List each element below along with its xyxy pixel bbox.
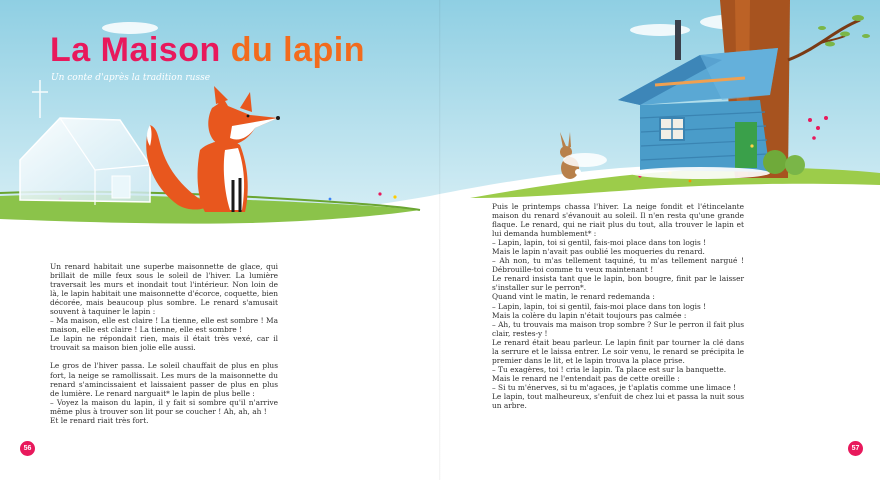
right-text-column xyxy=(492,202,744,410)
paragraph: Puis le printemps chassa l'hiver. La neige fondit et l'étincelante maison du renard s'évanouit au soleil. Il n'en resta qu'une grande flaque. Le renard, qui ne riait plus du tout, alla trouver le lapin et lui demanda humblement* : – Lapin, lapin, toi si gentil, fais-moi place dans ton logis ! Mais le lapin n'avait pas oublié les moqueries du renard. – Ah non, tu m'as tellement taquiné, tu m'as tellement nargué ! Débrouille-toi comme tu veux maintenant ! Le renard insista tant que le lapin, bon bougre, finit par le laisser s'installer sur le perron*. Quand vint le matin, le renard redemanda : – Lapin, lapin, toi si gentil, fais-moi place dans ton logis ! Mais la colère du lapin n'était toujours pas calmée : – Ah, tu trouvais ma maison trop sombre ? Sur le perron il fait plus clair, restes-y ! Le renard était beau parleur. Le lapin finit par tourner la clé dans la serrure et le laissa entrer. Le soir venu, le renard se précipita le premier dans le lit, et le lapin trouva la place prise. – Tu exagères, toi ! cria le lapin. Ta place est sur la banquette. Mais le renard ne l'entendait pas de cette oreille : – Si tu m'énerves, si tu m'agaces, je t'aplatis comme une limace ! Le lapin, tout malheureux, s'enfuit de chez lui et passa la nuit sous un arbre. xyxy=(492,202,744,411)
book-spine xyxy=(439,0,441,480)
page-number-left: 56 xyxy=(20,441,35,456)
paragraph: Un renard habitait une superbe maisonnette de glace, qui brillait de mille feux sous le soleil de l'hiver. La lumière traversait les murs et inondait tout l'intérieur. Non loin de là, le lapin habitait une maisonnette d'écorce, coquette, bien décorée, mais beaucoup plus sombre. Le renard s'amusait souvent à taquiner le lapin : – Ma maison, elle est claire ! La tienne, elle est sombre ! Ma maison, elle est claire ! La tienne, elle est sombre ! Le lapin ne répondait rien, mais il était très vexé, car il trouvait sa maison bien jolie elle aussi. xyxy=(50,262,278,353)
subtitle: Un conte d'après la tradition russe xyxy=(51,73,211,83)
title-part-2: du lapin xyxy=(230,31,366,69)
title-part-1: La Maison xyxy=(50,31,221,69)
paragraph: Le gros de l'hiver passa. Le soleil chauffait de plus en plus fort, la neige se ramollissait. Les murs de la maisonnette du renard s'amincissaient et laissaient passer de plus en plus de lumière. Le renard narguait* le lapin de plus belle : – Voyez la maison du lapin, il y fait si sombre qu'il n'arrive même plus à trouver son lit pour se coucher ! Ah, ah, ah ! Et le renard riait très fort. xyxy=(50,361,278,425)
page-number-right: 57 xyxy=(848,441,863,456)
page-title xyxy=(50,30,365,70)
left-text-column xyxy=(50,262,278,425)
